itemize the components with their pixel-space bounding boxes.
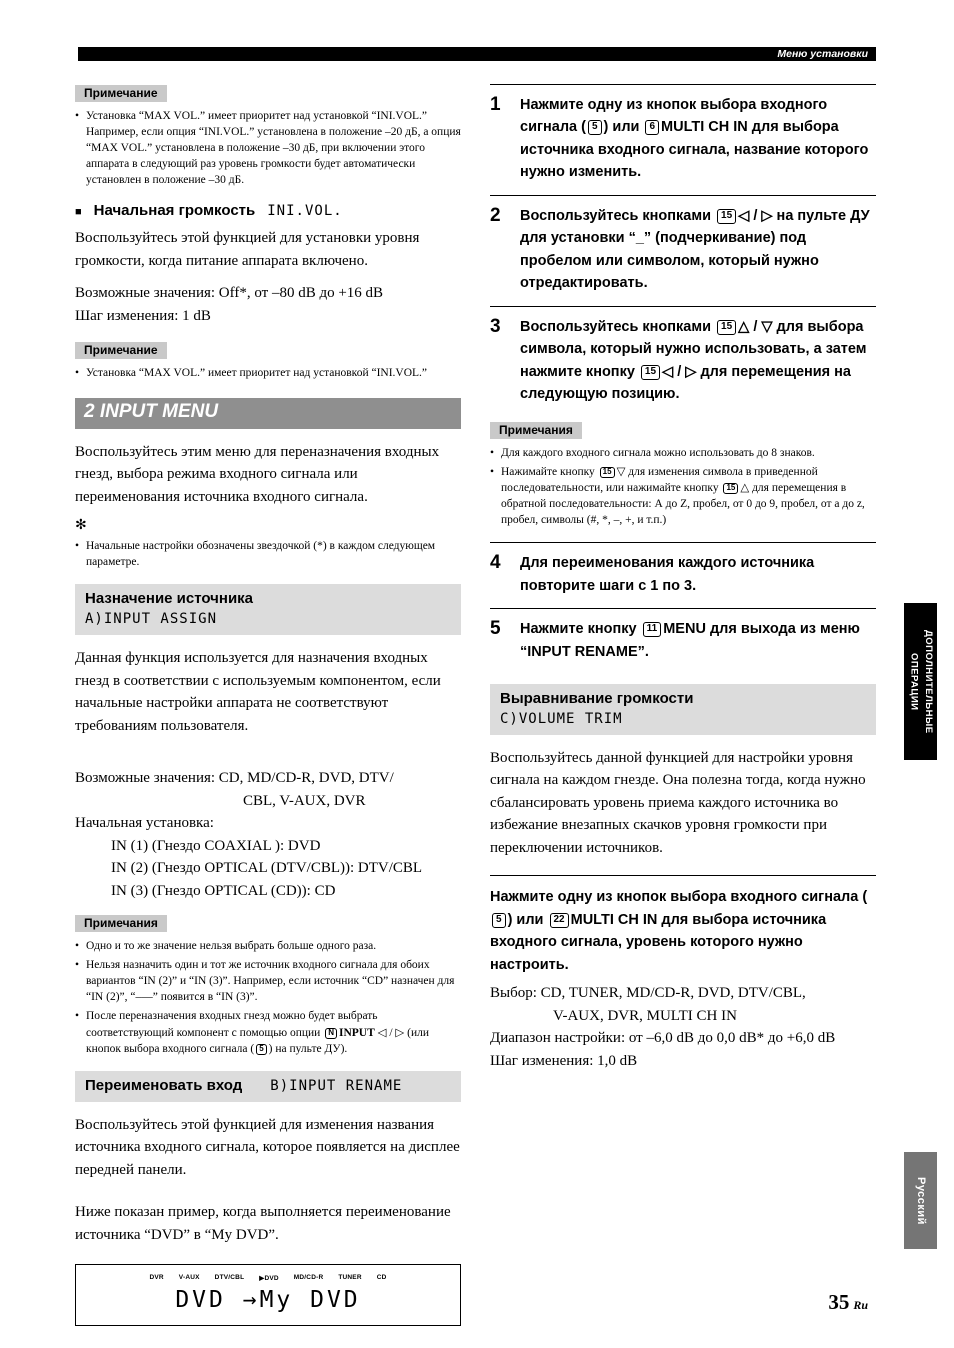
page-language: Ru [853, 1298, 868, 1312]
note-label: Примечания [490, 422, 582, 439]
display-label: DVR [149, 1274, 164, 1282]
display-label-selected: ▶DVD [259, 1275, 279, 1283]
choice-line-1: Выбор: CD, TUNER, MD/CD-R, DVD, DTV/CBL, [490, 985, 806, 1002]
display-label: V-AUX [178, 1274, 200, 1282]
step-5 [490, 608, 876, 674]
step-segment: Нажмите кнопку [520, 621, 641, 638]
left-column [75, 84, 461, 1326]
step-2 [490, 195, 876, 306]
key-22: 22 [550, 913, 569, 928]
subsection-volume-trim [490, 684, 876, 735]
header-tab-label: Меню установки [777, 48, 868, 60]
key-5: 5 [588, 120, 602, 135]
subsection-title: Назначение источника [85, 590, 254, 608]
front-panel-display [75, 1264, 461, 1326]
note-list [490, 445, 876, 528]
step-text [520, 618, 876, 663]
control-label: MULTI CH IN [570, 911, 658, 928]
step-text [520, 552, 876, 597]
initial-setting-line: IN (2) (Гнездо OPTICAL (DTV/CBL)): DTV/CBL [111, 860, 423, 877]
step-segment: ◁ / ▷ для перемещения на следующую позицию. [520, 363, 851, 403]
tip-list [75, 538, 461, 570]
heading-title: Начальная громкость [93, 202, 256, 220]
control-label: MULTI CH IN [661, 119, 748, 136]
example-paragraph: Ниже показан пример, когда выполняется переименование источника “DVD” в “My DVD”. [75, 1204, 451, 1243]
key-n: N [325, 1028, 337, 1039]
note-text: ) на пульте ДУ). [268, 1042, 348, 1055]
note-text: △ для перемещения в обратной последовательности: А до Z, пробел, от 0 до 9, пробел, от a до z, пробел, символы (#, *, –, +, и т.п.) [501, 481, 865, 526]
display-label: TUNER [338, 1274, 362, 1282]
tip-item: • Начальные настройки обозначены звездочкой (*) в каждом следующем параметре. [75, 538, 461, 570]
display-label: CD [376, 1274, 387, 1282]
heading-code: INI.VOL. [267, 203, 343, 220]
header-bar [78, 47, 876, 61]
tip-block [75, 518, 461, 570]
step-segment: Воспользуйтесь кнопками [520, 318, 716, 335]
key-15: 15 [717, 320, 736, 335]
control-label: MENU [663, 621, 706, 638]
subsection-input-rename [75, 1071, 461, 1102]
values-line: Возможные значения: Off*, от –80 dB до +16 dB [75, 285, 384, 302]
step-number: 5 [490, 618, 501, 640]
initial-setting-line: IN (3) (Гнездо OPTICAL (CD)): CD [111, 882, 336, 899]
step-segment: для выбора источника входного сигнала, название которого нужно изменить. [520, 119, 869, 181]
side-tab-additional-operations [904, 603, 937, 760]
side-tab-line: ОПЕРАЦИИ [908, 652, 920, 711]
note-list [75, 108, 461, 188]
range-line: Диапазон настройки: от –6,0 dB до 0,0 dB* до +6,0 dB [490, 1030, 836, 1047]
step-number: 4 [490, 552, 501, 574]
key-5: 5 [492, 913, 506, 928]
note-label: Примечание [75, 342, 167, 359]
step-segment: Нажмите одну из кнопок выбора входного сигнала ( [520, 97, 828, 136]
note-text: ◁ / ▷ (или кнопок выбора входного сигнала ( [86, 1026, 430, 1055]
key-11: 11 [643, 622, 662, 637]
choice-line-2: V-AUX, DVR, MULTI CH IN [553, 1007, 737, 1024]
note-block-max-vol-2 [75, 341, 461, 381]
body-paragraph: Воспользуйтесь этой функцией для изменения названия источника входного сигнала, которое появляется на дисплее передней панели. [75, 1116, 460, 1178]
body-paragraph: Воспользуйтесь этой функцией для установки уровня громкости, когда питание аппарата включено. [75, 230, 420, 269]
step-segment: Для переименования каждого источника повторите шаги с 1 по 3. [520, 555, 815, 594]
step-line: Шаг изменения: 1 dB [75, 307, 211, 324]
note-text: После переназначения входных гнезд можно будет выбрать соответствующий компонент с помощью опции [86, 1010, 378, 1039]
subsection-title: Выравнивание громкости [500, 689, 694, 707]
action-segment: Нажмите одну из кнопок выбора входного сигнала ( [490, 889, 868, 906]
subsection-code: C)VOLUME TRIM [500, 710, 623, 727]
body-paragraph: Воспользуйтесь данной функцией для настройки уровня сигнала на каждом гнезде. Она полезна тогда, когда нужно сбалансировать уровень приема каждого источника во избежание внезапных скачков уровня громкости при переключении источников. [490, 749, 866, 856]
step-segment: Воспользуйтесь кнопками [520, 207, 716, 224]
action-block [490, 875, 876, 1072]
note-list [75, 365, 461, 381]
subsection-input-assign [75, 584, 461, 635]
display-input-labels [86, 1274, 450, 1282]
note-item: • Установка “MAX VOL.” имеет приоритет над установкой “INI.VOL.” [75, 365, 461, 381]
step-number: 3 [490, 315, 501, 337]
action-segment: для выбора источника входного сигнала, уровень которого нужно настроить. [490, 911, 827, 973]
initial-setting-label: Начальная установка: [75, 815, 214, 832]
key-15: 15 [717, 209, 736, 224]
action-segment: ) или [507, 911, 548, 928]
right-column [490, 84, 876, 1072]
step-4 [490, 542, 876, 608]
note-label: Примечание [75, 85, 167, 102]
side-tab-language [904, 1152, 937, 1249]
action-text [490, 886, 876, 976]
key-15: 15 [641, 365, 660, 380]
values-line-1: Возможные значения: CD, MD/CD-R, DVD, DTV/ [75, 770, 394, 787]
subsection-title: Переименовать вход [85, 1076, 243, 1094]
control-label: INPUT [338, 1026, 375, 1039]
step-segment: △ / ▽ для выбора символа, который нужно использовать, а затем нажмите кнопку [520, 318, 867, 380]
step-number: 2 [490, 204, 501, 226]
tip-icon: ✻ [75, 518, 87, 534]
subsection-code: A)INPUT ASSIGN [85, 611, 218, 628]
note-item [75, 1008, 461, 1056]
note-list [75, 938, 461, 1057]
note-block-max-vol [75, 84, 461, 188]
note-item: • Для каждого входного сигнала можно использовать до 8 знаков. [490, 445, 876, 461]
body-paragraph: Данная функция используется для назначения входных гнезд в соответствии с используемым компонентом, если начальные настройки аппарата не соответствуют требованиям пользователя. [75, 650, 441, 734]
key-15: 15 [600, 467, 615, 478]
note-item: • Нельзя назначить один и тот же источник входного сигнала для обоих вариантов “IN (2)” и “IN (3)”. Например, если источник “CD” назначен для “IN (2)”, “–––” появится в “IN (3)”. [75, 957, 461, 1005]
step-1 [490, 84, 876, 195]
step-segment: для выхода из меню “INPUT RENAME”. [520, 621, 860, 660]
subsection-code: B)INPUT RENAME [270, 1077, 403, 1094]
section-header-input-menu: 2 INPUT MENU [75, 398, 461, 429]
section-intro: Воспользуйтесь этим меню для переназначения входных гнезд, выбора режима входного сигнала или переименования источника входного сигнала. [75, 443, 440, 505]
note-text: ▽ для изменения символа в приведенной последовательности, или нажимайте кнопку [501, 465, 818, 494]
step-size-line: Шаг изменения: 1,0 dB [490, 1052, 638, 1069]
step-number: 1 [490, 94, 501, 115]
note-item: • Одно и то же значение нельзя выбрать больше одного раза. [75, 938, 461, 954]
values-line-2: CBL, V-AUX, DVR [243, 792, 366, 809]
note-item [490, 464, 876, 528]
step-segment: ) или [603, 119, 644, 136]
display-label: DTV/CBL [214, 1274, 245, 1282]
notes-block-rename [490, 421, 876, 528]
step-text [520, 94, 876, 184]
note-item: • Установка “MAX VOL.” имеет приоритет над установкой “INI.VOL.” Например, если опция “INI.VOL.” установлена в положение –20 дБ, а опция “MAX VOL.” установлена в положение –30 дБ, при включении этого аппарата в следующий раз уровень громкости будет автоматически установлен в положение –30 дБ. [75, 108, 461, 188]
notes-block-assign [75, 914, 461, 1057]
side-tab-text [906, 630, 935, 734]
side-tab-text: Русский [914, 1176, 927, 1225]
display-lcd-text: DVD →My DVD [175, 1287, 361, 1314]
side-tab-line: ДОПОЛНИТЕЛЬНЫЕ [922, 629, 934, 734]
page-footer [828, 1290, 868, 1315]
step-segment: ◁ / ▷ на пульте ДУ для установки “_” (подчеркивание) под пробелом или символом, который нужно отредактировать. [520, 207, 870, 292]
square-bullet-icon: ■ [75, 206, 82, 219]
display-label: MD/CD-R [293, 1274, 324, 1282]
step-3 [490, 306, 876, 417]
key-5: 5 [256, 1044, 266, 1055]
step-text [520, 205, 876, 295]
note-label: Примечания [75, 915, 167, 932]
key-15: 15 [723, 483, 738, 494]
heading-ini-vol [75, 202, 461, 219]
step-text [520, 316, 876, 406]
page-number: 35 [828, 1290, 850, 1314]
initial-setting-line: IN (1) (Гнездо COAXIAL ): DVD [111, 837, 321, 854]
key-6: 6 [645, 120, 659, 135]
note-text: Нажимайте кнопку [501, 465, 598, 478]
